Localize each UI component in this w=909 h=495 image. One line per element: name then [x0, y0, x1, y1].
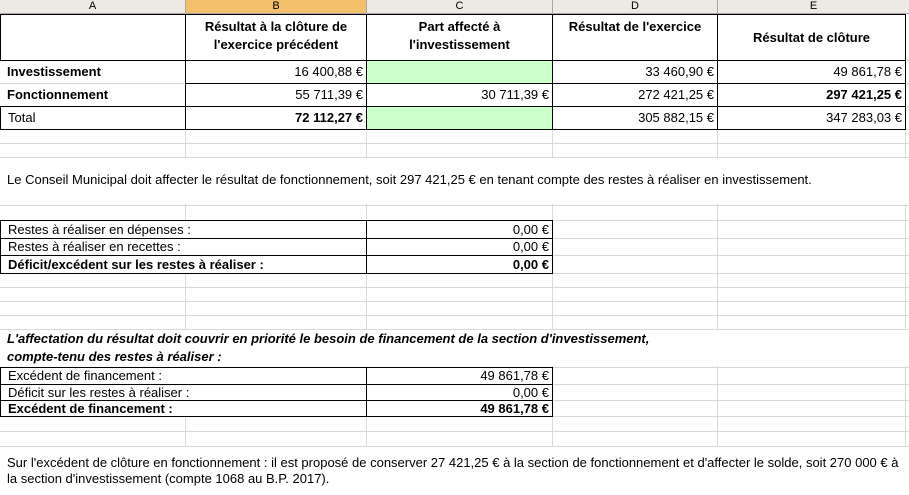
cell-total-e[interactable]: 347 283,03 € — [717, 106, 906, 130]
cell-total-b[interactable]: 72 112,27 € — [185, 106, 367, 130]
cell-total-d[interactable]: 305 882,15 € — [552, 106, 718, 130]
excedent-financement-total-label[interactable]: Excédent de financement : — [0, 400, 367, 417]
gridline — [0, 315, 909, 316]
header-resultat-cloture[interactable]: Résultat de clôture — [717, 14, 906, 61]
column-header-c[interactable]: C — [367, 0, 553, 14]
cell-total-c[interactable] — [366, 106, 553, 130]
row-label-total[interactable]: Total — [0, 106, 186, 130]
deficit-excedent-value[interactable]: 0,00 € — [366, 255, 553, 274]
deficit-restes-label[interactable]: Déficit sur les restes à réaliser : — [0, 384, 367, 401]
restes-recettes-value[interactable]: 0,00 € — [366, 238, 553, 256]
cell-investissement-e[interactable]: 49 861,78 € — [717, 60, 906, 84]
row-label-fonctionnement[interactable]: Fonctionnement — [7, 87, 109, 102]
column-header-e[interactable]: E — [718, 0, 909, 14]
restes-recettes-label[interactable]: Restes à réaliser en recettes : — [0, 238, 367, 256]
note-besoin-financement-line2[interactable]: compte-tenu des restes à réaliser : — [0, 348, 909, 366]
excedent-financement-value[interactable]: 49 861,78 € — [366, 367, 553, 385]
gridline — [0, 287, 909, 288]
note-affectation[interactable]: Le Conseil Municipal doit affecter le résultat de fonctionnement, soit 297 421,25 € en tenant compte des restes à réaliser en investissement. — [0, 158, 909, 204]
header-cell-a[interactable] — [0, 14, 186, 61]
column-header-a[interactable]: A — [0, 0, 186, 14]
column-header-d[interactable]: D — [553, 0, 718, 14]
column-header-b[interactable]: B — [186, 0, 367, 14]
row-label-investissement[interactable]: Investissement — [7, 64, 101, 79]
note-besoin-financement[interactable]: L'affectation du résultat doit couvrir en priorité le besoin de financement de la section d'investissement, — [0, 330, 909, 348]
header-resultat-cloture-precedent[interactable]: Résultat à la clôture de l'exercice précédent — [185, 14, 367, 61]
gridline — [0, 301, 909, 302]
cell-fonctionnement-e[interactable]: 297 421,25 € — [717, 83, 906, 107]
header-part-affecte[interactable]: Part affecté à l'investissement — [366, 14, 553, 61]
cell-fonctionnement-b[interactable]: 55 711,39 € — [185, 83, 367, 107]
cell-investissement-c[interactable] — [366, 60, 553, 84]
header-resultat-exercice[interactable]: Résultat de l'exercice — [552, 14, 718, 61]
excedent-financement-label[interactable]: Excédent de financement : — [0, 367, 367, 385]
gridline — [0, 143, 909, 144]
cell-fonctionnement-c[interactable]: 30 711,39 € — [366, 83, 553, 107]
deficit-restes-value[interactable]: 0,00 € — [366, 384, 553, 401]
gridline — [0, 431, 909, 432]
excedent-financement-total-value[interactable]: 49 861,78 € — [366, 400, 553, 417]
restes-depenses-label[interactable]: Restes à réaliser en dépenses : — [0, 220, 367, 239]
gridline — [0, 205, 909, 206]
cell-investissement-d[interactable]: 33 460,90 € — [552, 60, 718, 84]
cell-investissement-b[interactable]: 16 400,88 € — [185, 60, 367, 84]
restes-depenses-value[interactable]: 0,00 € — [366, 220, 553, 239]
note-proposition[interactable]: Sur l'excédent de clôture en fonctionnement : il est proposé de conserver 27 421,25 € à la section de fonctionnement et d'affecter le solde, soit 270 000 € à la section d'investissement (compte 1068 au B.P. 2017). — [0, 447, 909, 495]
deficit-excedent-label[interactable]: Déficit/excédent sur les restes à réaliser : — [0, 255, 367, 274]
cell-fonctionnement-d[interactable]: 272 421,25 € — [552, 83, 718, 107]
